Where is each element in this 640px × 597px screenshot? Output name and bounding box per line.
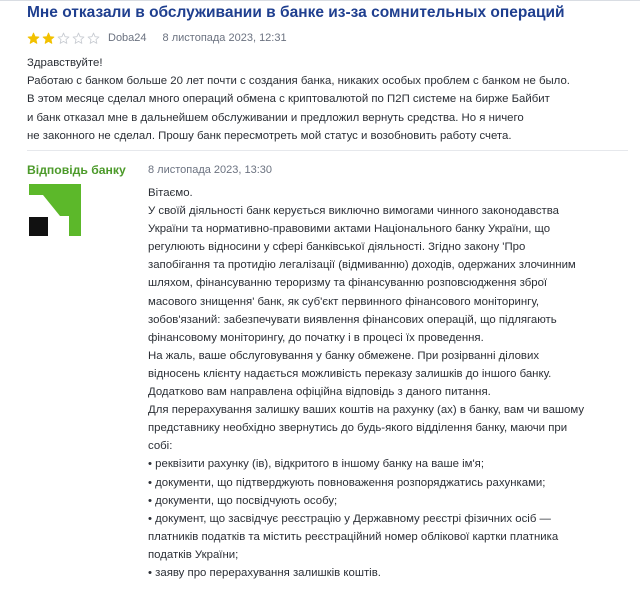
answer-text-line: Для перерахування залишку ваших коштів на рахунку (ах) в банку, вам чи вашому [148, 404, 585, 417]
answer-text-line: У своїй діяльності банк керується виключно вимогами чинного законодавства [148, 205, 560, 218]
answer-text-line: зобов'язаний: забезпечувати виявлення фінансових операцій, що підлягають [148, 313, 557, 326]
bank-logo [29, 184, 81, 236]
answer-text-line: собі: [148, 440, 173, 453]
star-icon [27, 32, 40, 45]
answer-text-line: • заяву про перерахування залишків коштів. [148, 566, 381, 579]
star-icon [42, 32, 55, 45]
review-date: 8 листопада 2023, 12:31 [162, 32, 287, 44]
star-icon [72, 32, 85, 45]
answer-text-line: фінансовому моніторингу, до початку і в процесі їх проведення. [148, 331, 484, 344]
review-author[interactable]: Doba24 [108, 32, 147, 44]
rating-stars [27, 32, 100, 45]
answer-text-line: • реквізити рахунку (ів), відкритого в іншому банку на ваше ім'я; [148, 458, 485, 471]
answer-text-line: відносень клієнту надається можливість переказу залишків до іншого банку. [148, 367, 552, 380]
review-text-line: не законного не сделал. Прошу банк пересмотреть мой статус и возобновить работу счета. [27, 129, 512, 142]
top-border [0, 0, 640, 1]
answer-text-line: шляхом, фінансуванню тероризму та фінансуванню розповсюдження зброї [148, 277, 548, 290]
answer-text-line: масового знищення' банк, як суб'єкт первинного фінансового моніторингу, [148, 295, 540, 308]
answer-text-line: регулюють відносини у сфері банківської діяльності. Згідно закону 'Про [148, 241, 526, 254]
bank-answer-label: Відповідь банку [27, 163, 126, 177]
review-text-line: Работаю с банком больше 20 лет почти с создания банка, никаких особых проблем с банком не было. [27, 75, 570, 88]
review-body [27, 54, 627, 145]
star-icon [87, 32, 100, 45]
answer-text-line: платників податків та містить реєстраційний номер облікової картки платника [148, 530, 559, 543]
answer-text-line: податків України; [148, 548, 239, 561]
answer-text-line: • документи, що підтверджують повноваження розпоряджатись рахунками; [148, 476, 546, 489]
answer-text-line: • документ, що засвідчує реєстрацію у Державному реєстрі фізичних осіб — [148, 512, 551, 525]
star-icon [57, 32, 70, 45]
review-title[interactable]: Мне отказали в обслуживании в банке из-за сомнительных операций [27, 4, 565, 21]
bank-answer-date: 8 листопада 2023, 13:30 [148, 164, 273, 176]
review-text-line: В этом месяце сделал много операций обмена с криптовалютой по П2П системе на бирже Байбит [27, 93, 550, 106]
review-meta [27, 30, 287, 46]
answer-text-line: На жаль, ваше обслуговування у банку обмежене. При розірванні ділових [148, 349, 540, 362]
answer-text-line: запобігання та протидію легалізації (відмиванню) доходів, одержаних злочинним [148, 259, 576, 272]
answer-text-line: України та нормативно-правовими актами Національного банку України, що [148, 223, 551, 236]
divider [27, 150, 628, 151]
answer-text-line: Вітаємо. [148, 187, 193, 199]
answer-text-line: представнику необхідно звернутись до будь-якого відділення банку, маючи при [148, 422, 568, 435]
answer-text-line: • документи, що посвідчують особу; [148, 494, 338, 507]
review-text-line: и банк отказал мне в дальнейшем обслуживании и предложил вернуть средства. Но я ничего [27, 111, 524, 124]
answer-text-line: Додатково вам направлена офіційна відповідь з даного питання. [148, 386, 491, 399]
review-text-line: Здравствуйте! [27, 57, 103, 69]
bank-answer-body [148, 184, 618, 582]
